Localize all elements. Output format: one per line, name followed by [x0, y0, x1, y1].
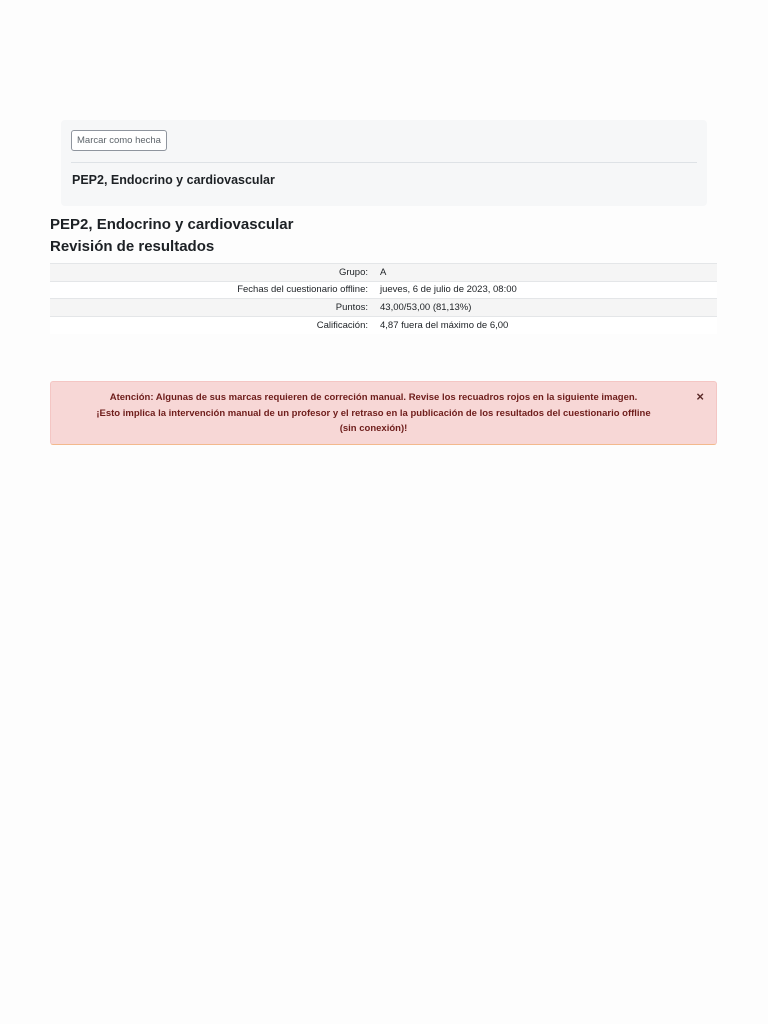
card-divider	[71, 162, 697, 163]
activity-card	[61, 120, 707, 206]
row-value-dates: jueves, 6 de julio de 2023, 08:00	[380, 281, 717, 299]
table-row	[50, 264, 717, 282]
table-row	[50, 281, 717, 299]
alert-line: ¡Esto implica la intervención manual de un profesor y el retraso en la publicación de los resultados del cuestionario offline	[96, 407, 651, 419]
alert-line: Atención: Algunas de sus marcas requieren de correción manual. Revise los recuadros rojos en la siguiente imagen.	[109, 392, 638, 403]
manual-correction-alert	[50, 381, 717, 445]
activity-title: PEP2, Endocrino y cardiovascular	[72, 173, 275, 187]
row-label-points: Puntos:	[50, 299, 380, 317]
alert-message	[61, 390, 686, 437]
table-row	[50, 299, 717, 317]
page-subtitle: Revisión de resultados	[50, 238, 215, 255]
mark-as-done-button[interactable]: Marcar como hecha	[71, 130, 167, 151]
table-row	[50, 316, 717, 334]
row-label-dates: Fechas del cuestionario offline:	[50, 281, 380, 299]
page-title: PEP2, Endocrino y cardiovascular	[50, 216, 294, 233]
row-value-grade: 4,87 fuera del máximo de 6,00	[380, 316, 717, 334]
results-summary-table	[50, 263, 717, 334]
row-label-grade: Calificación:	[50, 316, 380, 334]
alert-line: (sin conexión)!	[339, 423, 408, 434]
row-label-group: Grupo:	[50, 264, 380, 282]
row-value-group: A	[380, 264, 717, 282]
row-value-points: 43,00/53,00 (81,13%)	[380, 299, 717, 317]
close-icon[interactable]: ×	[696, 389, 704, 404]
